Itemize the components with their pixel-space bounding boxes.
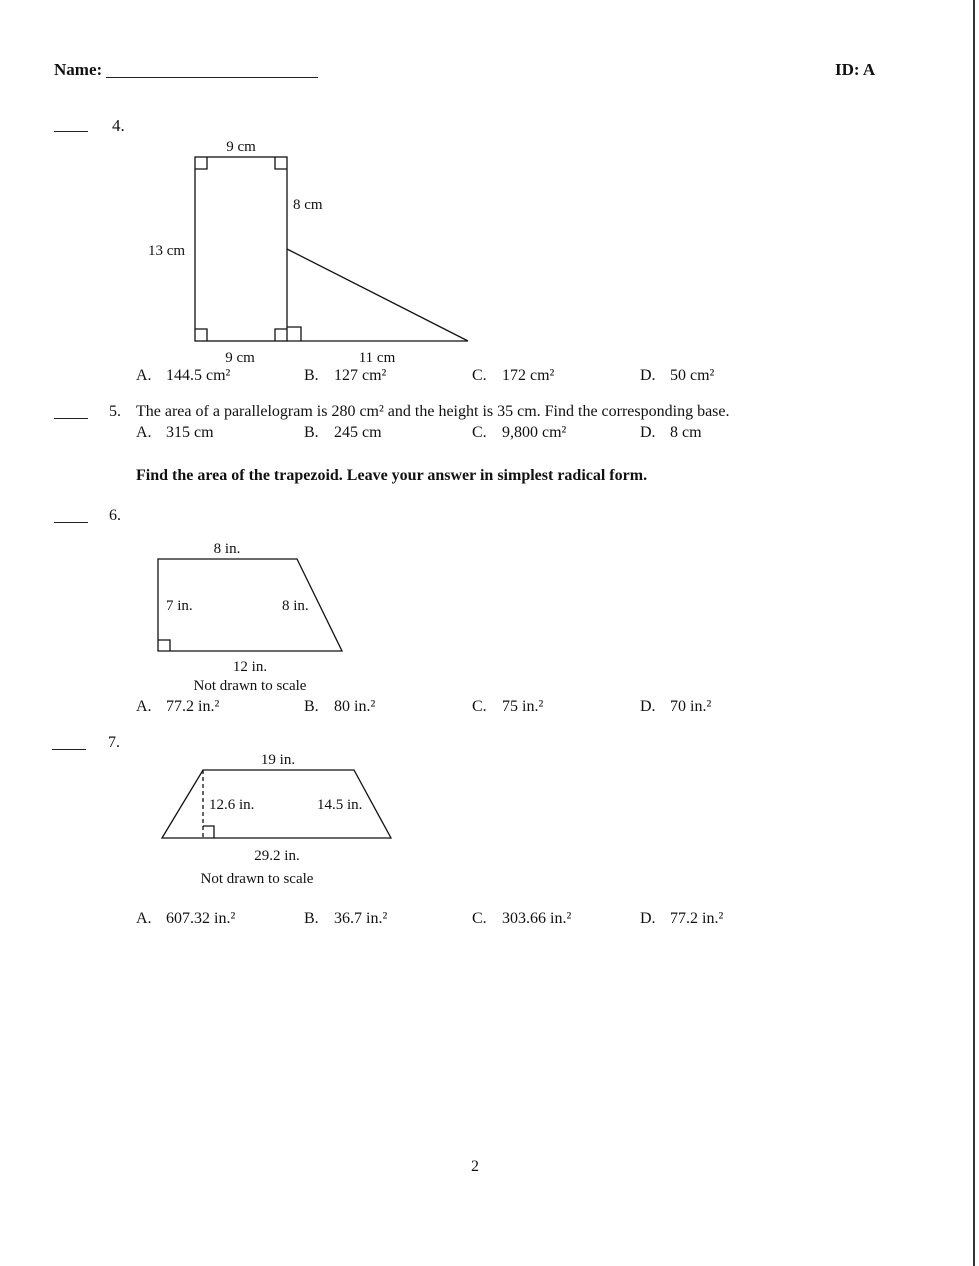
q7-choice-b[interactable]: B. 36.7 in.² [304,910,388,927]
name-label: Name: [54,60,103,79]
q5-choice-b[interactable]: B. 245 cm [304,424,382,441]
section-instruction: Find the area of the trapezoid. Leave your answer in simplest radical form. [136,467,648,484]
q5-choice-c[interactable]: C. 9,800 cm² [472,424,567,441]
id-label: ID: A [835,60,876,79]
q4-choice-a[interactable]: A. 144.5 cm² [136,367,231,384]
q4-label-left: 13 cm [148,243,186,259]
q4-choice-b[interactable]: B. 127 cm² [304,367,387,384]
page-number: 2 [471,1158,479,1175]
q7-label-slant: 14.5 in. [317,797,363,813]
question-number-4: 4. [112,116,125,135]
q6-choice-b[interactable]: B. 80 in.² [304,698,376,715]
q4-label-bottom-rect: 9 cm [225,350,255,366]
q6-label-top: 8 in. [213,541,241,557]
q6-label-slant: 8 in. [282,598,309,614]
q7-choice-c[interactable]: C. 303.66 in.² [472,910,572,927]
q6-label-bottom: 12 in. [232,659,268,675]
q7-label-top: 19 in. [260,752,296,768]
q5-choice-a[interactable]: A. 315 cm [136,424,214,441]
q4-label-right-upper: 8 cm [293,197,323,213]
q4-label-top: 9 cm [226,139,256,155]
q4-choice-c[interactable]: C. 172 cm² [472,367,555,384]
q7-label-bottom: 29.2 in. [254,848,300,864]
q6-note: Not drawn to scale [193,678,307,694]
q7-note: Not drawn to scale [200,871,314,887]
q6-choice-c[interactable]: C. 75 in.² [472,698,544,715]
q7-label-height: 12.6 in. [209,797,255,813]
question-number-7: 7. [108,734,120,751]
question-number-6: 6. [109,507,121,524]
q6-choice-a[interactable]: A. 77.2 in.² [136,698,220,715]
q5-prompt: The area of a parallelogram is 280 cm² and the height is 35 cm. Find the corresponding base. [136,403,730,420]
q6-choice-d[interactable]: D. 70 in.² [640,698,712,715]
q7-choice-a[interactable]: A. 607.32 in.² [136,910,236,927]
right-angle-mark [203,826,214,838]
q5-choice-d[interactable]: D. 8 cm [640,424,702,441]
question-number-5: 5. [109,403,121,420]
q7-choice-d[interactable]: D. 77.2 in.² [640,910,724,927]
q4-choice-d[interactable]: D. 50 cm² [640,367,715,384]
q4-label-bottom-tri: 11 cm [358,350,396,366]
q6-label-left: 7 in. [166,598,193,614]
